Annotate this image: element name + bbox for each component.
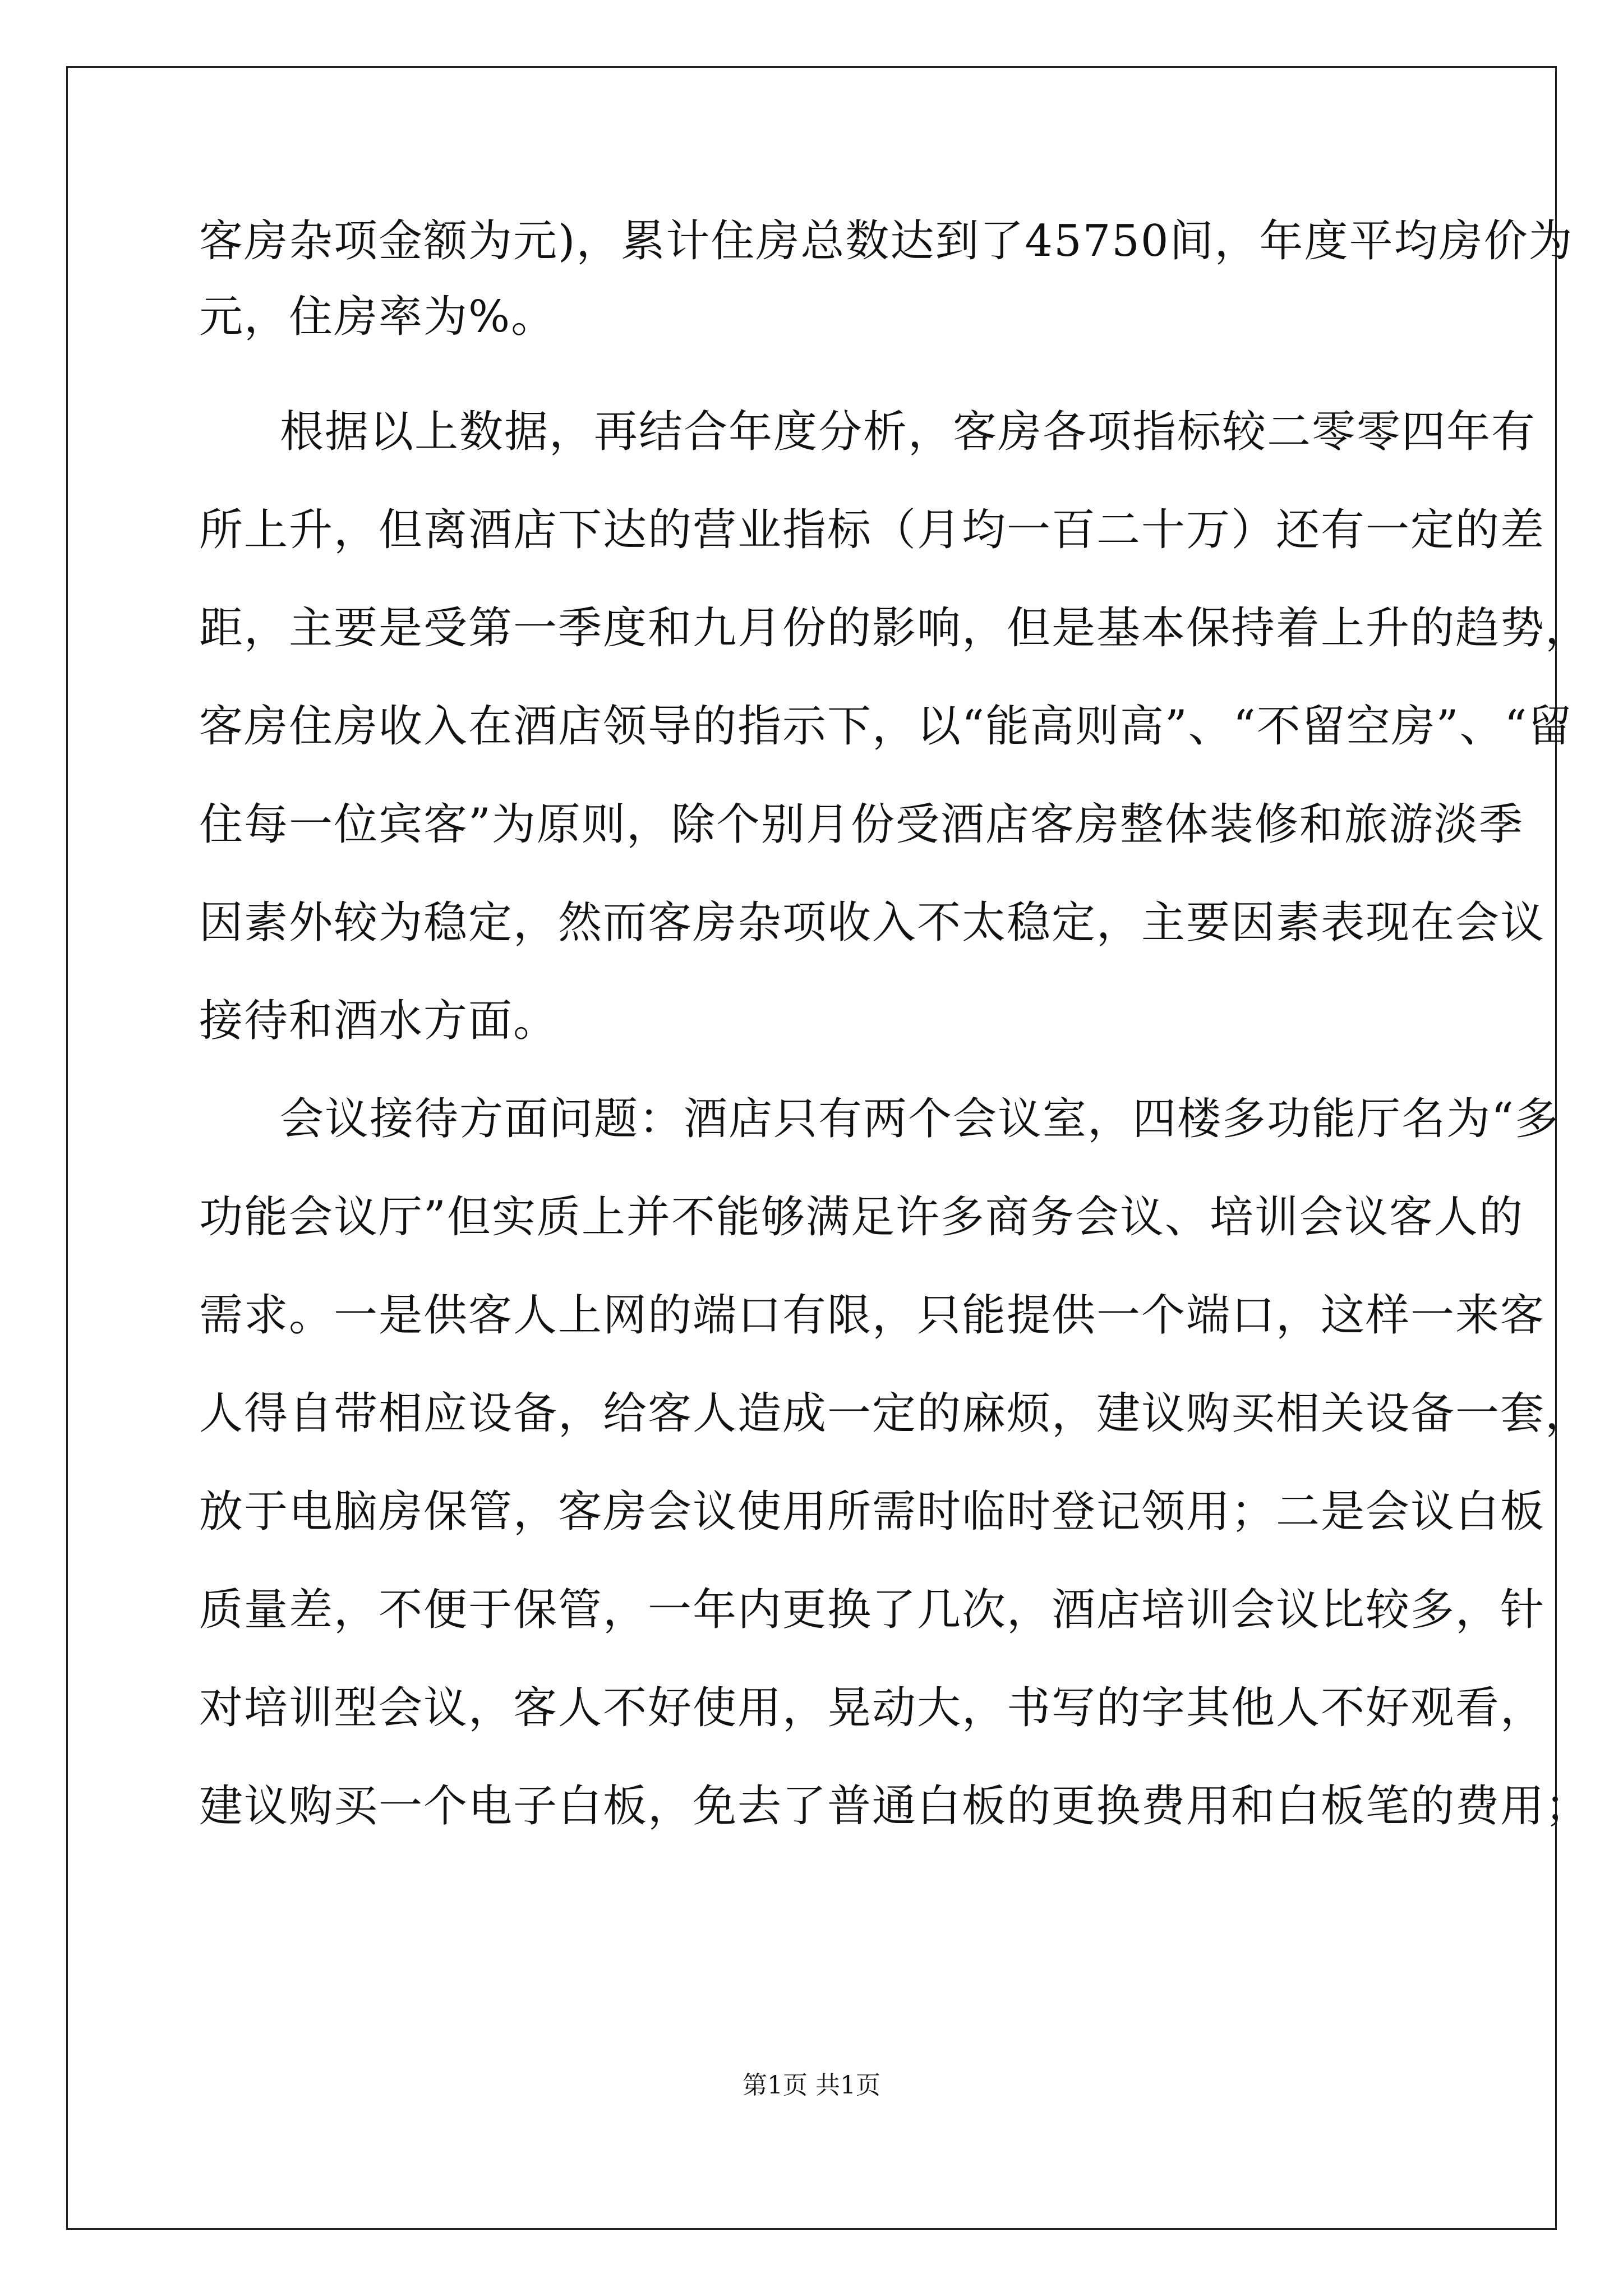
text-line-10: 会议接待方面问题：酒店只有两个会议室，四楼多功能厅名为“多 <box>280 1094 1560 1144</box>
text-line-17: 建议购买一个电子白板，免去了普通白板的更换费用和白板笔的费用； <box>199 1781 1590 1832</box>
text-line-2: 元，住房率为%。 <box>199 292 556 342</box>
page-border <box>66 66 1590 2230</box>
text-line-12: 需求。一是供客人上网的端口有限，只能提供一个端口，这样一来客 <box>199 1290 1546 1341</box>
text-line-4: 所上升，但离酒店下达的营业指标（月均一百二十万）还有一定的差 <box>199 505 1546 555</box>
page-footer: 第1页 共1页 <box>743 2071 880 2100</box>
text-line-15: 质量差，不便于保管，一年内更换了几次，酒店培训会议比较多，针 <box>199 1585 1546 1635</box>
text-line-14: 放于电脑房保管，客房会议使用所需时临时登记领用；二是会议白板 <box>199 1487 1546 1537</box>
text-line-16: 对培训型会议，客人不好使用，晃动大，书写的字其他人不好观看， <box>199 1683 1546 1733</box>
text-line-13: 人得自带相应设备，给客人造成一定的麻烦，建议购买相关设备一套， <box>199 1388 1590 1439</box>
text-line-1: 客房杂项金额为元)，累计住房总数达到了45750间，年度平均房价为 <box>199 216 1574 266</box>
text-line-3: 根据以上数据，再结合年度分析，客房各项指标较二零零四年有 <box>280 407 1537 457</box>
text-line-6: 客房住房收入在酒店领导的指示下，以“能高则高”、“不留空房”、“留 <box>199 701 1573 752</box>
text-line-8: 因素外较为稳定，然而客房杂项收入不太稳定，主要因素表现在会议 <box>199 898 1546 948</box>
text-line-9: 接待和酒水方面。 <box>199 996 559 1046</box>
text-line-5: 距，主要是受第一季度和九月份的影响，但是基本保持着上升的趋势， <box>199 603 1590 654</box>
text-line-11: 功能会议厅”但实质上并不能够满足许多商务会议、培训会议客人的 <box>199 1192 1524 1243</box>
text-line-7: 住每一位宾客”为原则，除个别月份受酒店客房整体装修和旅游淡季 <box>199 799 1524 850</box>
